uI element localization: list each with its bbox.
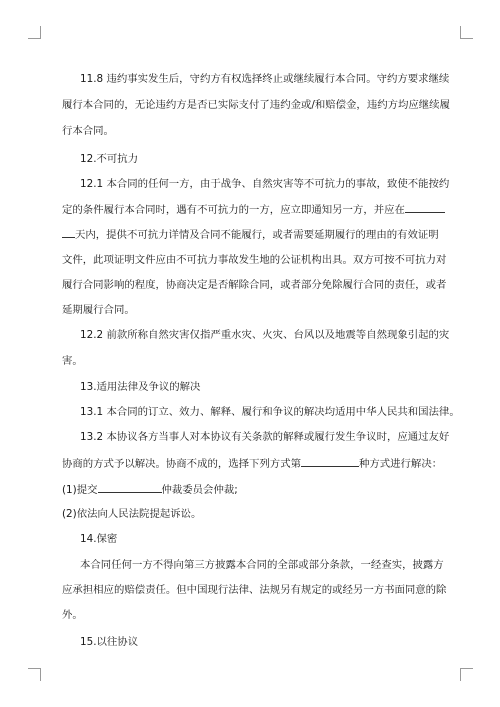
section-heading: 13.适用法律及争议的解决 (80, 381, 201, 393)
paragraph-line: 外。 (62, 609, 83, 621)
paragraph-line: 应承担相应的赔偿责任。但中国现行法律、法规另有规定的或经另一方书面同意的除 (62, 584, 447, 596)
blank-days (405, 202, 445, 213)
paragraph-line: (2)依法向人民法院提起诉讼。 (62, 508, 202, 520)
paragraph-line: 文件，此项证明文件应由不可抗力事故发生地的公证机构出具。双方可按不可抗力对 (62, 254, 447, 266)
paragraph-line: 13.1 本合同的订立、效力、解释、履行和争议的解决均适用中华人民共和国法律。 (80, 406, 460, 418)
paragraph-line: 本合同任何一方不得向第三方披露本合同的全部或部分条款，一经查实，披露方 (80, 559, 444, 571)
paragraph-line: 12.2 前款所称自然灾害仅指严重水灾、火灾、台风以及地震等自然现象引起的灾 (80, 329, 450, 341)
crop-mark-bottom-left (28, 668, 41, 681)
blank-arbitration (98, 482, 162, 493)
paragraph-line: 定的条件履行本合同时，遇有不可抗力的一方，应立即通知另一方，并应在 (62, 202, 445, 217)
blank-days-cont (62, 227, 75, 238)
section-heading: 12.不可抗力 (80, 153, 139, 165)
paragraph-line: 履行合同影响的程度，协商决定是否解除合同，或者部分免除履行合同的责任，或者 (62, 279, 447, 291)
paragraph-line: 延期履行合同。 (62, 304, 135, 316)
paragraph-line: 12.1 本合同的任何一方，由于战争、自然灾害等不可抗力的事故，致使不能按约 (80, 178, 450, 190)
paragraph-line: 天内，提供不可抗力详情及合同不能履行，或者需要延期履行的理由的有效证明 (62, 227, 439, 242)
paragraph-line: (1)提交 仲裁委员会仲裁; (62, 484, 238, 496)
paragraph-line: 协商的方式予以解决。协商不成的，选择下列方式第 种方式进行解决： (62, 458, 443, 470)
section-heading: 15.以往协议 (80, 636, 139, 648)
paragraph-line: 害。 (62, 355, 83, 367)
paragraph-line: 13.2 本协议各方当事人对本协议有关条款的解释或履行发生争议时，应通过友好 (80, 431, 450, 443)
blank-method (301, 456, 359, 467)
crop-mark-bottom-right (460, 668, 473, 681)
crop-mark-top-right (460, 26, 473, 39)
paragraph-line: 行本合同。 (62, 125, 114, 137)
paragraph-line: 11.8 违约事实发生后，守约方有权选择终止或继续履行本合同。守约方要求继续 (80, 73, 450, 85)
crop-mark-top-left (28, 26, 41, 39)
paragraph-line: 履行本合同的，无论违约方是否已实际支付了违约金或/和赔偿金，违约方均应继续履 (62, 99, 450, 111)
section-heading: 14.保密 (80, 533, 118, 545)
